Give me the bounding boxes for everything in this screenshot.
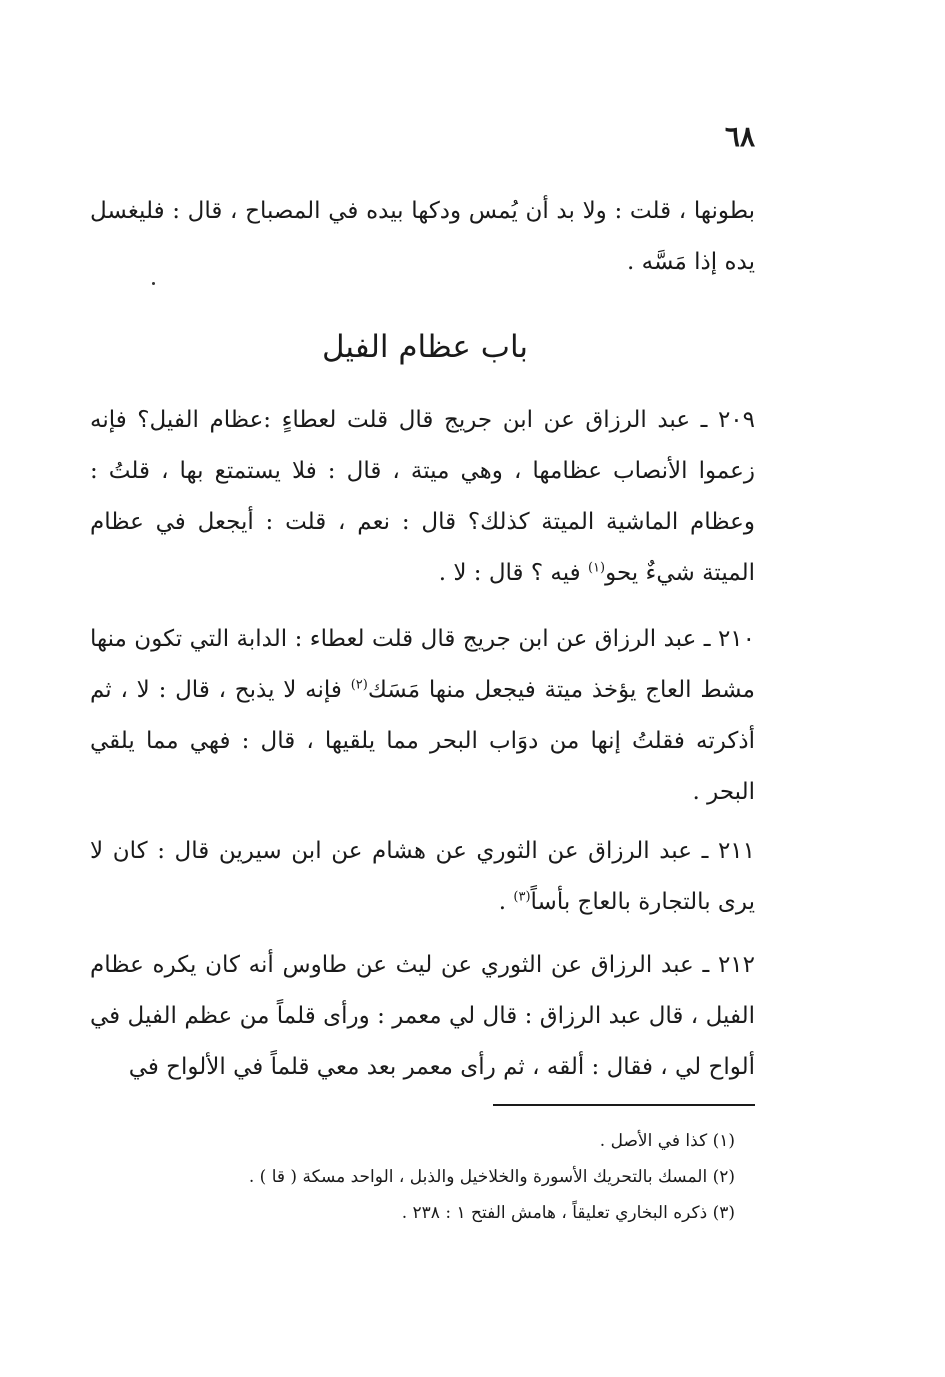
ink-speck xyxy=(152,282,155,285)
entry-text-after: فإنه لا يذبح ، قال : لا ، ثم أذكرته فقلتُ إنها من دوَاب البحر مما يلقيها ، قال : فهي مما يلقي البحر . xyxy=(90,677,755,805)
footnote-3: (٣) ذكره البخاري تعليقاً ، هامش الفتح ١ : ٢٣٨ . xyxy=(401,1203,735,1223)
entry-text-after: فيه ؟ قال : لا . xyxy=(438,560,588,586)
footnote-divider xyxy=(493,1104,755,1106)
entry-text: ٢٠٩ ـ عبد الرزاق عن ابن جريج قال قلت لعطاءٍ :عظام الفيل؟ فإنه زعموا الأنصاب عظامها ، وهي ميتة ، قال : فلا يستمتع بها ، قلتُ : وعظام الماشية الميتة كذلك؟ قال : نعم ، قلت : أيجعل في عظام الميتة شيءٌ يحو xyxy=(90,407,755,586)
footnote-1: (١) كذا في الأصل . xyxy=(599,1131,735,1151)
footnote-ref: (٣) xyxy=(513,889,531,905)
hadith-entry-212 xyxy=(90,940,755,1093)
footnotes xyxy=(90,1123,735,1231)
hadith-entry-210 xyxy=(90,614,755,818)
entry-text: ٢١١ ـ عبد الرزاق عن الثوري عن هشام عن ابن سيرين قال : كان لا يرى بالتجارة بالعاج بأساً xyxy=(90,838,755,915)
page-number: ٦٨ xyxy=(724,120,755,153)
entry-text: ٢١٠ ـ عبد الرزاق عن ابن جريج قال قلت لعطاء : الدابة التي تكون منها مشط العاج يؤخذ ميتة فيجعل منها مَسَك xyxy=(90,626,755,703)
entry-text-after: . xyxy=(498,889,514,915)
footnote-2: (٢) المسك بالتحريك الأسورة والخلاخيل والذبل ، الواحد مسكة ( قا ) . xyxy=(248,1167,735,1187)
footnote-ref: (١) xyxy=(587,560,606,576)
chapter-title: باب عظام الفيل xyxy=(321,329,529,365)
hadith-entry-209 xyxy=(90,395,755,599)
hadith-entry-211 xyxy=(90,826,755,928)
entry-text: ٢١٢ ـ عبد الرزاق عن الثوري عن ليث عن طاوس أنه كان يكره عظام الفيل ، قال عبد الرزاق : قال لي معمر : ورأى قلماً من عظم الفيل في ألواح لي ، فقال : ألقه ، ثم رأى معمر بعد معي قلماً في الألواح في xyxy=(90,952,755,1080)
continuation-paragraph: بطونها ، قلت : ولا بد أن يُمس ودكها بيده في المصباح ، قال : فليغسل يده إذا مَسَّه . xyxy=(90,198,755,275)
footnote-ref: (٢) xyxy=(350,677,368,693)
